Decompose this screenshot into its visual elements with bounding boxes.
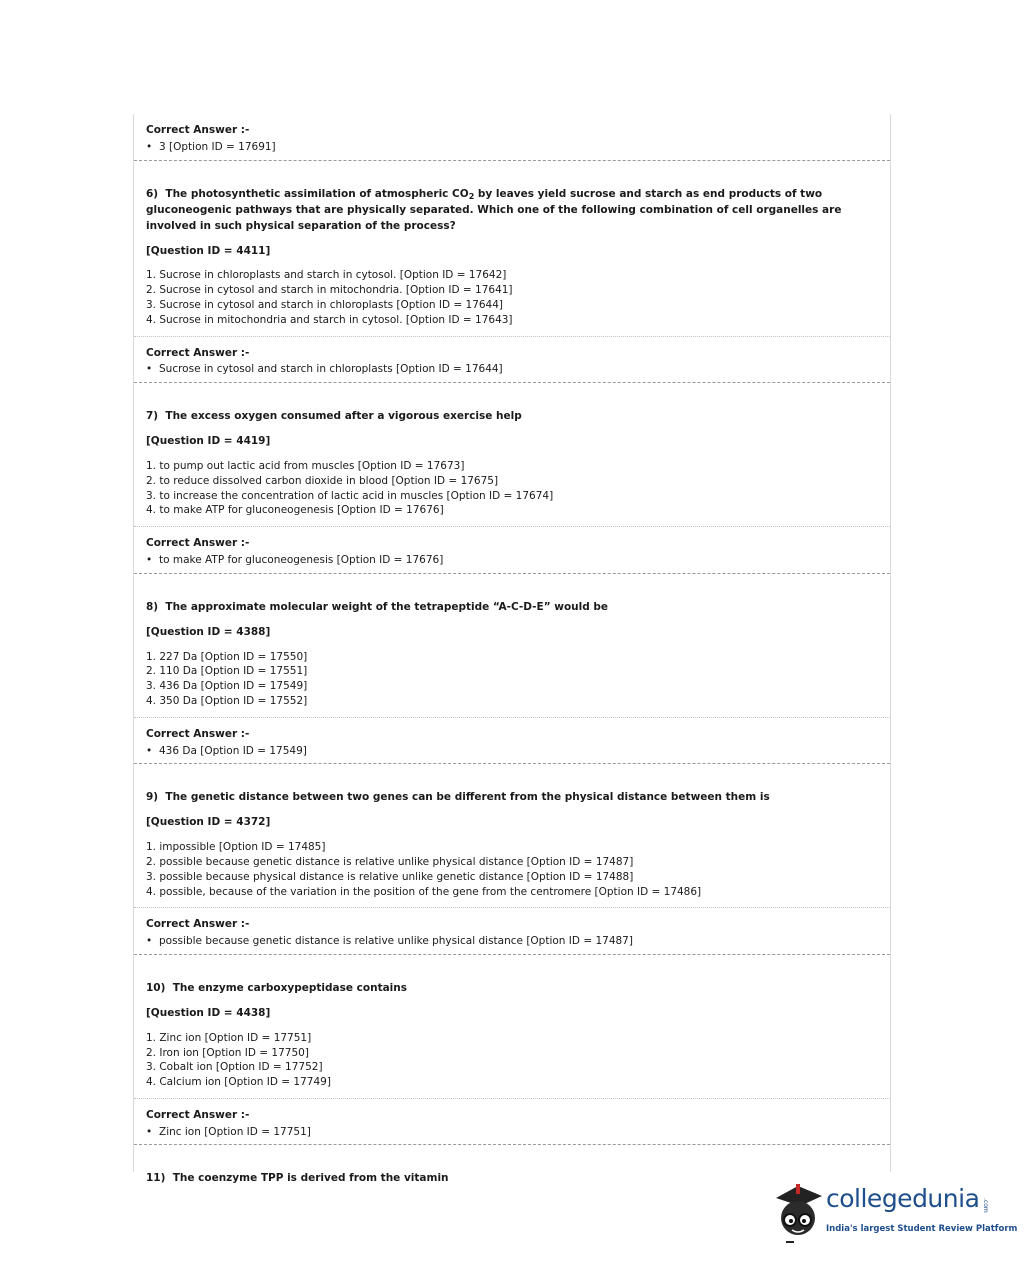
answer-block-prev [134,114,890,161]
question-paper [133,114,891,1185]
option-item: 2. Iron ion [Option ID = 17750] [146,1046,309,1059]
answer-text: Zinc ion [Option ID = 17751] [159,1125,311,1138]
option-item: 3. 436 Da [Option ID = 17549] [146,680,308,693]
question-text: 9) The genetic distance between two genes can be different from the physical distance between them is [146,791,770,804]
option-item: 3. Sucrose in cytosol and starch in chloroplasts [Option ID = 17644] [146,298,504,311]
question-9 [134,764,890,908]
option-item: 1. to pump out lactic acid from muscles [Option ID = 17673] [146,459,465,472]
answer-label: Correct Answer :- [146,124,250,136]
question-id: [Question ID = 4419] [146,435,271,448]
option-item: 2. possible because genetic distance is relative unlike physical distance [Option ID = 17487] [146,855,634,868]
option-item: 4. Sucrose in mitochondria and starch in cytosol. [Option ID = 17643] [146,313,513,326]
option-item: 3. Cobalt ion [Option ID = 17752] [146,1061,323,1074]
answer-label: Correct Answer :- [146,346,250,359]
question-text: 8) The approximate molecular weight of the tetrapeptide “A-C-D-E” would be [146,600,609,613]
logo-tagline: India's largest Student Review Platform [826,1224,1018,1234]
option-item: 3. to increase the concentration of lactic acid in muscles [Option ID = 17674] [146,489,554,502]
mascot-icon [768,1176,828,1248]
answer-text: 436 Da [Option ID = 17549] [159,744,307,757]
answer-text: Sucrose in cytosol and starch in chloroplasts [Option ID = 17644] [159,363,503,376]
answer-text: to make ATP for gluconeogenesis [Option ID = 17676] [159,553,444,566]
question-7 [134,383,890,527]
question-8 [134,574,890,718]
bullet-icon: • [146,553,153,566]
options-list [146,1031,878,1090]
answer-text: 3 [Option ID = 17691] [159,140,276,153]
answer-label: Correct Answer :- [146,537,250,550]
answer-block-7 [134,527,890,574]
logo-com: .com [982,1198,989,1213]
option-item: 2. 110 Da [Option ID = 17551] [146,665,308,678]
collegedunia-logo [768,1176,1018,1248]
answer-text: possible because genetic distance is relative unlike physical distance [Option ID = 17487] [159,935,633,948]
question-id: [Question ID = 4372] [146,816,271,829]
option-item: 3. possible because physical distance is relative unlike genetic distance [Option ID = 17488] [146,870,634,883]
options-list [146,268,878,327]
bullet-icon: • [146,935,153,948]
option-item: 1. impossible [Option ID = 17485] [146,841,326,854]
question-id: [Question ID = 4388] [146,625,271,638]
options-list [146,650,878,709]
options-list [146,840,878,899]
answer-block-8 [134,718,890,765]
question-text: 10) The enzyme carboxypeptidase contains [146,981,407,994]
option-item: 1. Sucrose in chloroplasts and starch in cytosol. [Option ID = 17642] [146,269,507,282]
answer-block-10 [134,1099,890,1146]
question-id: [Question ID = 4411] [146,244,271,257]
answer-block-6 [134,337,890,384]
option-item: 4. 350 Da [Option ID = 17552] [146,694,308,707]
question-text: 11) The coenzyme TPP is derived from the vitamin [146,1172,449,1185]
bullet-icon: • [146,744,153,757]
answer-label: Correct Answer :- [146,727,250,740]
bullet-icon: • [146,1125,153,1138]
answer-label: Correct Answer :- [146,1108,250,1121]
option-item: 1. 227 Da [Option ID = 17550] [146,650,308,663]
answer-label: Correct Answer :- [146,918,250,931]
options-list [146,459,878,518]
option-item: 4. possible, because of the variation in the position of the gene from the centromere [Option ID = 17486] [146,885,702,898]
bullet-icon: • [146,363,153,376]
option-item: 4. to make ATP for gluconeogenesis [Option ID = 17676] [146,504,444,517]
logo-wordmark: collegedunia [826,1184,980,1213]
option-item: 2. to reduce dissolved carbon dioxide in blood [Option ID = 17675] [146,474,499,487]
bullet-icon: • [146,140,153,153]
question-text: 6) The photosynthetic assimilation of atmospheric $CO_2$ by leaves yield sucrose and starch as end products of two gluconeogenic pathways that are physically separated. Which one of the following combination of cell organelles are involved in such physical separation of the process? [146,187,842,232]
question-id: [Question ID = 4438] [146,1006,271,1019]
question-text: 7) The excess oxygen consumed after a vigorous exercise help [146,410,522,423]
option-item: 2. Sucrose in cytosol and starch in mitochondria. [Option ID = 17641] [146,284,513,297]
question-10 [134,955,890,1099]
option-item: 1. Zinc ion [Option ID = 17751] [146,1031,312,1044]
answer-block-9 [134,908,890,955]
option-item: 4. Calcium ion [Option ID = 17749] [146,1076,331,1089]
question-6 [134,161,890,337]
